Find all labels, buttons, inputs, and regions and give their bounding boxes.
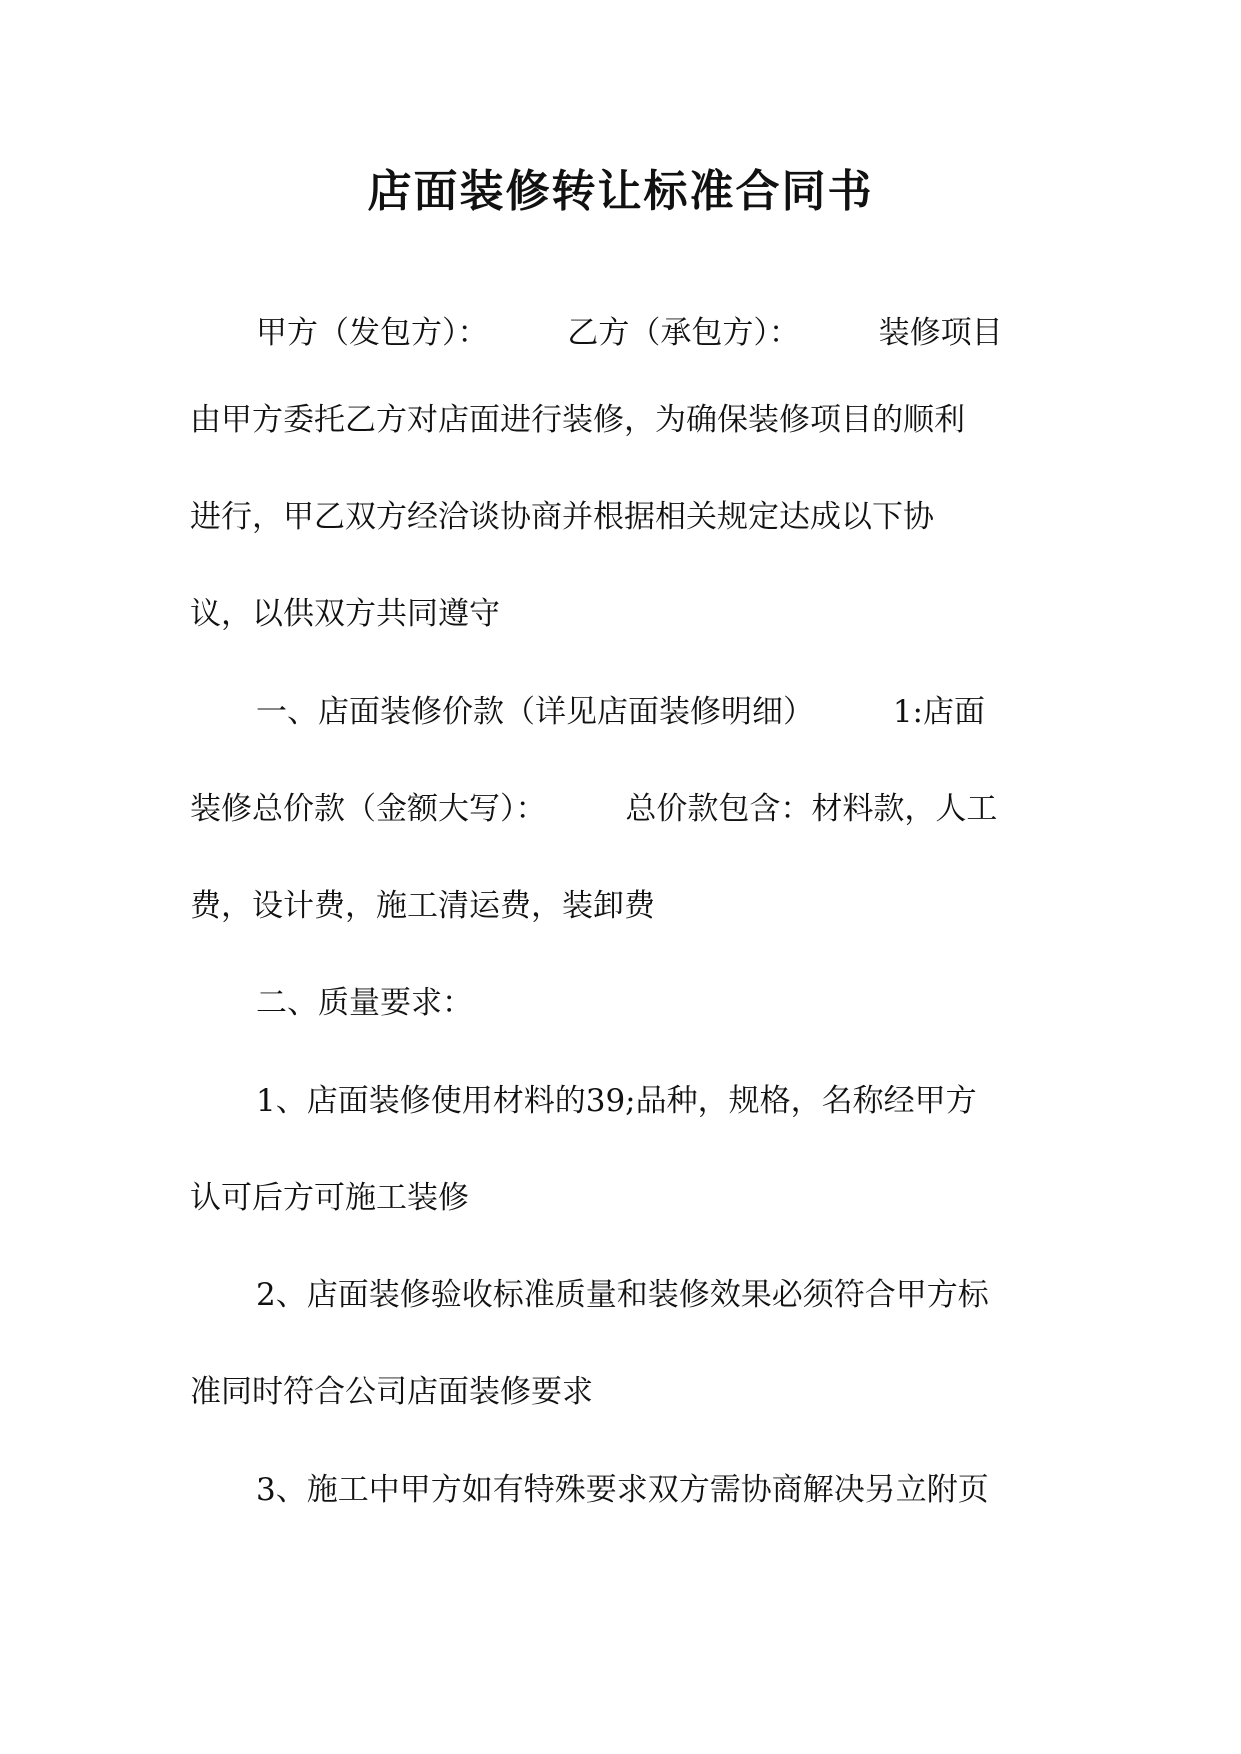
paragraph-line: 议，以供双方共同遵守: [190, 596, 500, 632]
paragraph-line: 认可后方可施工装修: [190, 1180, 469, 1216]
paragraph-line: 装修总价款（金额大写）： 总价款包含：材料款，人工: [190, 791, 998, 827]
paragraph-line: 费，设计费，施工清运费，装卸费: [190, 888, 655, 924]
paragraph-line: 甲方（发包方）： 乙方（承包方）： 装修项目: [256, 315, 1003, 351]
paragraph-line: 一、店面装修价款（详见店面装修明细） 1:店面: [256, 694, 985, 730]
paragraph-line: 由甲方委托乙方对店面进行装修，为确保装修项目的顺利: [190, 402, 965, 438]
paragraph-line: 进行，甲乙双方经洽谈协商并根据相关规定达成以下协: [190, 499, 934, 535]
paragraph-line: 准同时符合公司店面装修要求: [190, 1374, 593, 1410]
paragraph-line: 2、店面装修验收标准质量和装修效果必须符合甲方标: [256, 1277, 989, 1313]
document-title: 店面装修转让标准合同书: [367, 166, 874, 217]
paragraph-line: 1、店面装修使用材料的39;品种，规格，名称经甲方: [256, 1083, 977, 1119]
section-heading: 二、质量要求：: [256, 985, 473, 1021]
paragraph-line: 3、施工中甲方如有特殊要求双方需协商解决另立附页: [256, 1472, 989, 1508]
